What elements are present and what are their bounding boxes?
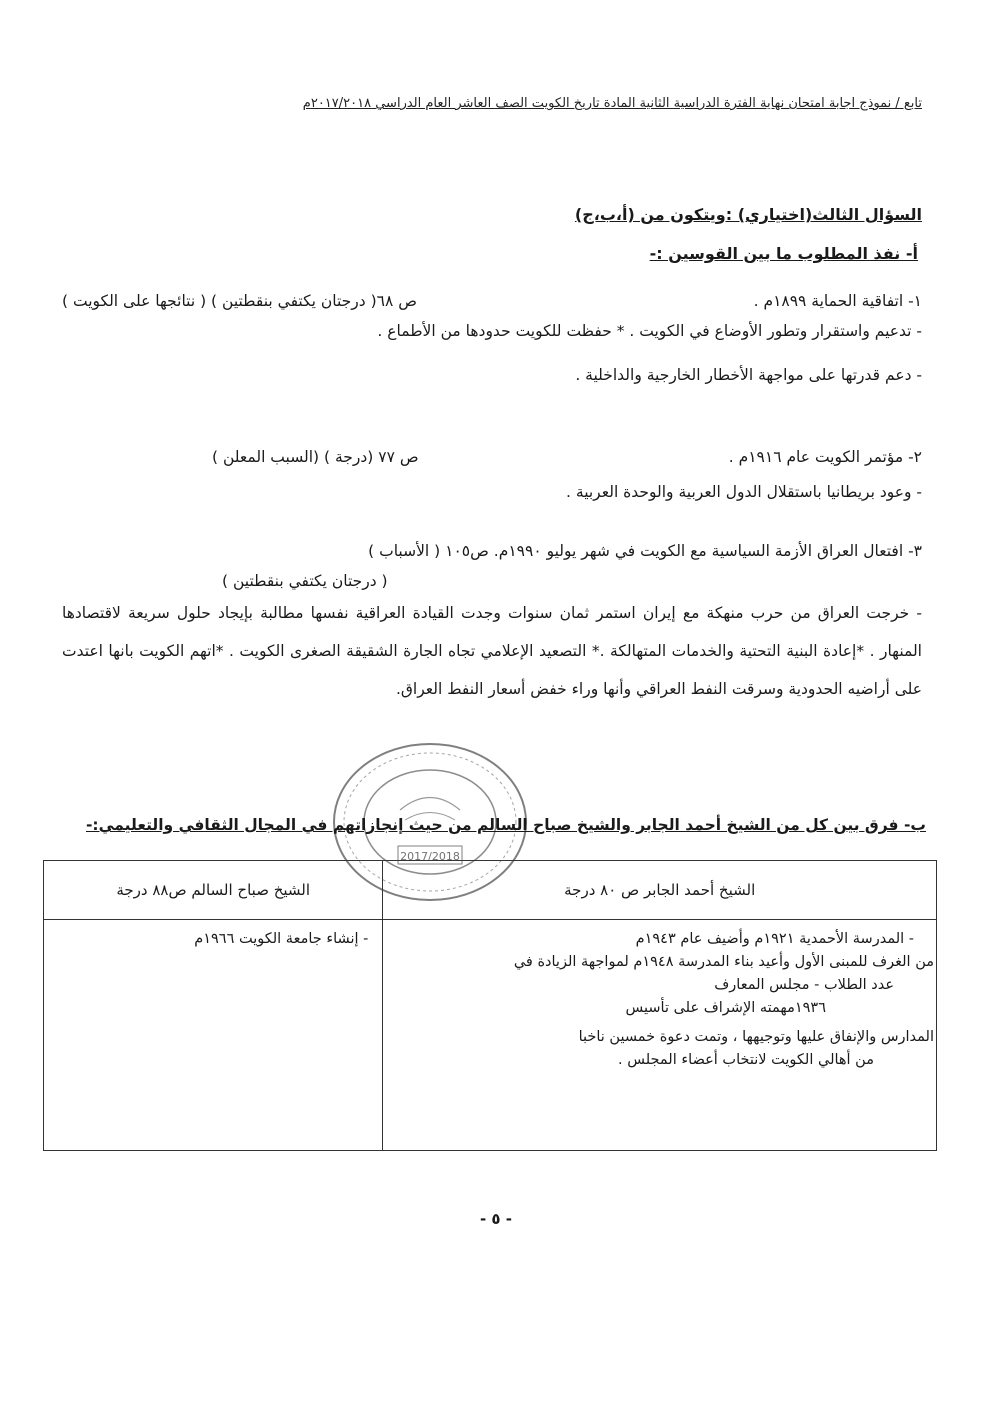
item-2-title: ٢- مؤتمر الكويت عام ١٩١٦م . [728, 448, 922, 466]
item-1-line-2: - دعم قدرتها على مواجهة الأخطار الخارجية والداخلية . [575, 366, 922, 384]
item-2-heading [62, 448, 922, 466]
page-number: - ٥ - [479, 1210, 513, 1228]
ahmad-achievements-cell [383, 920, 937, 1151]
sabah-line-1: - إنشاء جامعة الكويت ١٩٦٦م [194, 931, 369, 947]
ahmad-line-3: عدد الطلاب - مجلس المعارف [714, 977, 894, 993]
item-1-title: ١- اتفاقية الحماية ١٨٩٩م . [753, 292, 922, 310]
item-2-meta: ص ٧٧ (درجة ) (السبب المعلن ) [212, 448, 419, 466]
question-title: السؤال الثالث(اختياري) :ويتكون من (أ،ب،ج) [574, 205, 922, 224]
comparison-table [43, 860, 937, 1151]
item-2-line-1: - وعود بريطانيا باستقلال الدول العربية والوحدة العربية . [566, 483, 922, 501]
item-3-meta: ( درجتان يكتفي بنقطتين ) [222, 572, 388, 590]
item-1-meta: ص ٦٨( درجتان يكتفي بنقطتين ) ( نتائجها على الكويت ) [62, 292, 417, 310]
sabah-achievements-cell [44, 920, 383, 1151]
table-header-ahmad: الشيخ أحمد الجابر ص ٨٠ درجة [383, 861, 937, 920]
table-header-sabah: الشيخ صباح السالم ص٨٨ درجة [44, 861, 383, 920]
part-a-title: أ- نفذ المطلوب ما بين القوسين :- [649, 244, 918, 263]
ahmad-line-5: المدارس والإنفاق عليها وتوجيهها ، وتمت دعوة خمسين ناخبا [578, 1029, 934, 1045]
ahmad-line-6: من أهالي الكويت لانتخاب أعضاء المجلس . [618, 1052, 874, 1068]
stamp-year: 2017/2018 [400, 850, 460, 863]
part-b-title: ب- فرق بين كل من الشيخ أحمد الجابر والشيخ صباح السالم من حيث إنجازاتهم في المجال الثقافي والتعليمي:- [85, 816, 926, 834]
ahmad-line-4: ١٩٣٦مهمته الإشراف على تأسيس [625, 1000, 826, 1016]
item-3-title: ٣- افتعال العراق الأزمة السياسية مع الكويت في شهر يوليو ١٩٩٠م. ص١٠٥ ( الأسباب ) [368, 542, 922, 560]
page-header: تابع / نموذج اجابة امتحان نهاية الفترة الدراسية الثانية المادة تاريخ الكويت الصف العاشر العام الدراسي ٢٠١٧/٢٠١٨م [302, 96, 922, 111]
ahmad-line-1: - المدرسة الأحمدية ١٩٢١م وأضيف عام ١٩٤٣م [635, 931, 914, 947]
item-3-paragraph: - خرجت العراق من حرب منهكة مع إيران استمر ثمان سنوات وجدت القيادة العراقية نفسها مطالبة بإيجاد حلول سريعة لاقتصادها المنهار . *إعادة البنية التحتية والخدمات المتهالكة .* التصعيد الإعلامي تجاه الجارة الشقيقة الصغرى الكويت . *اتهم الكويت بانها اعتدت على أراضيه الحدودية وسرقت النفط العراقي وأنها وراء خفض أسعار النفط العراق. [62, 604, 922, 698]
ahmad-line-2: من الغرف للمبنى الأول وأعيد بناء المدرسة ١٩٤٨م لمواجهة الزيادة في [513, 954, 934, 970]
item-1-line-1: - تدعيم واستقرار وتطور الأوضاع في الكويت . * حفظت للكويت حدودها من الأطماع . [377, 322, 922, 340]
item-1-heading [62, 292, 922, 310]
